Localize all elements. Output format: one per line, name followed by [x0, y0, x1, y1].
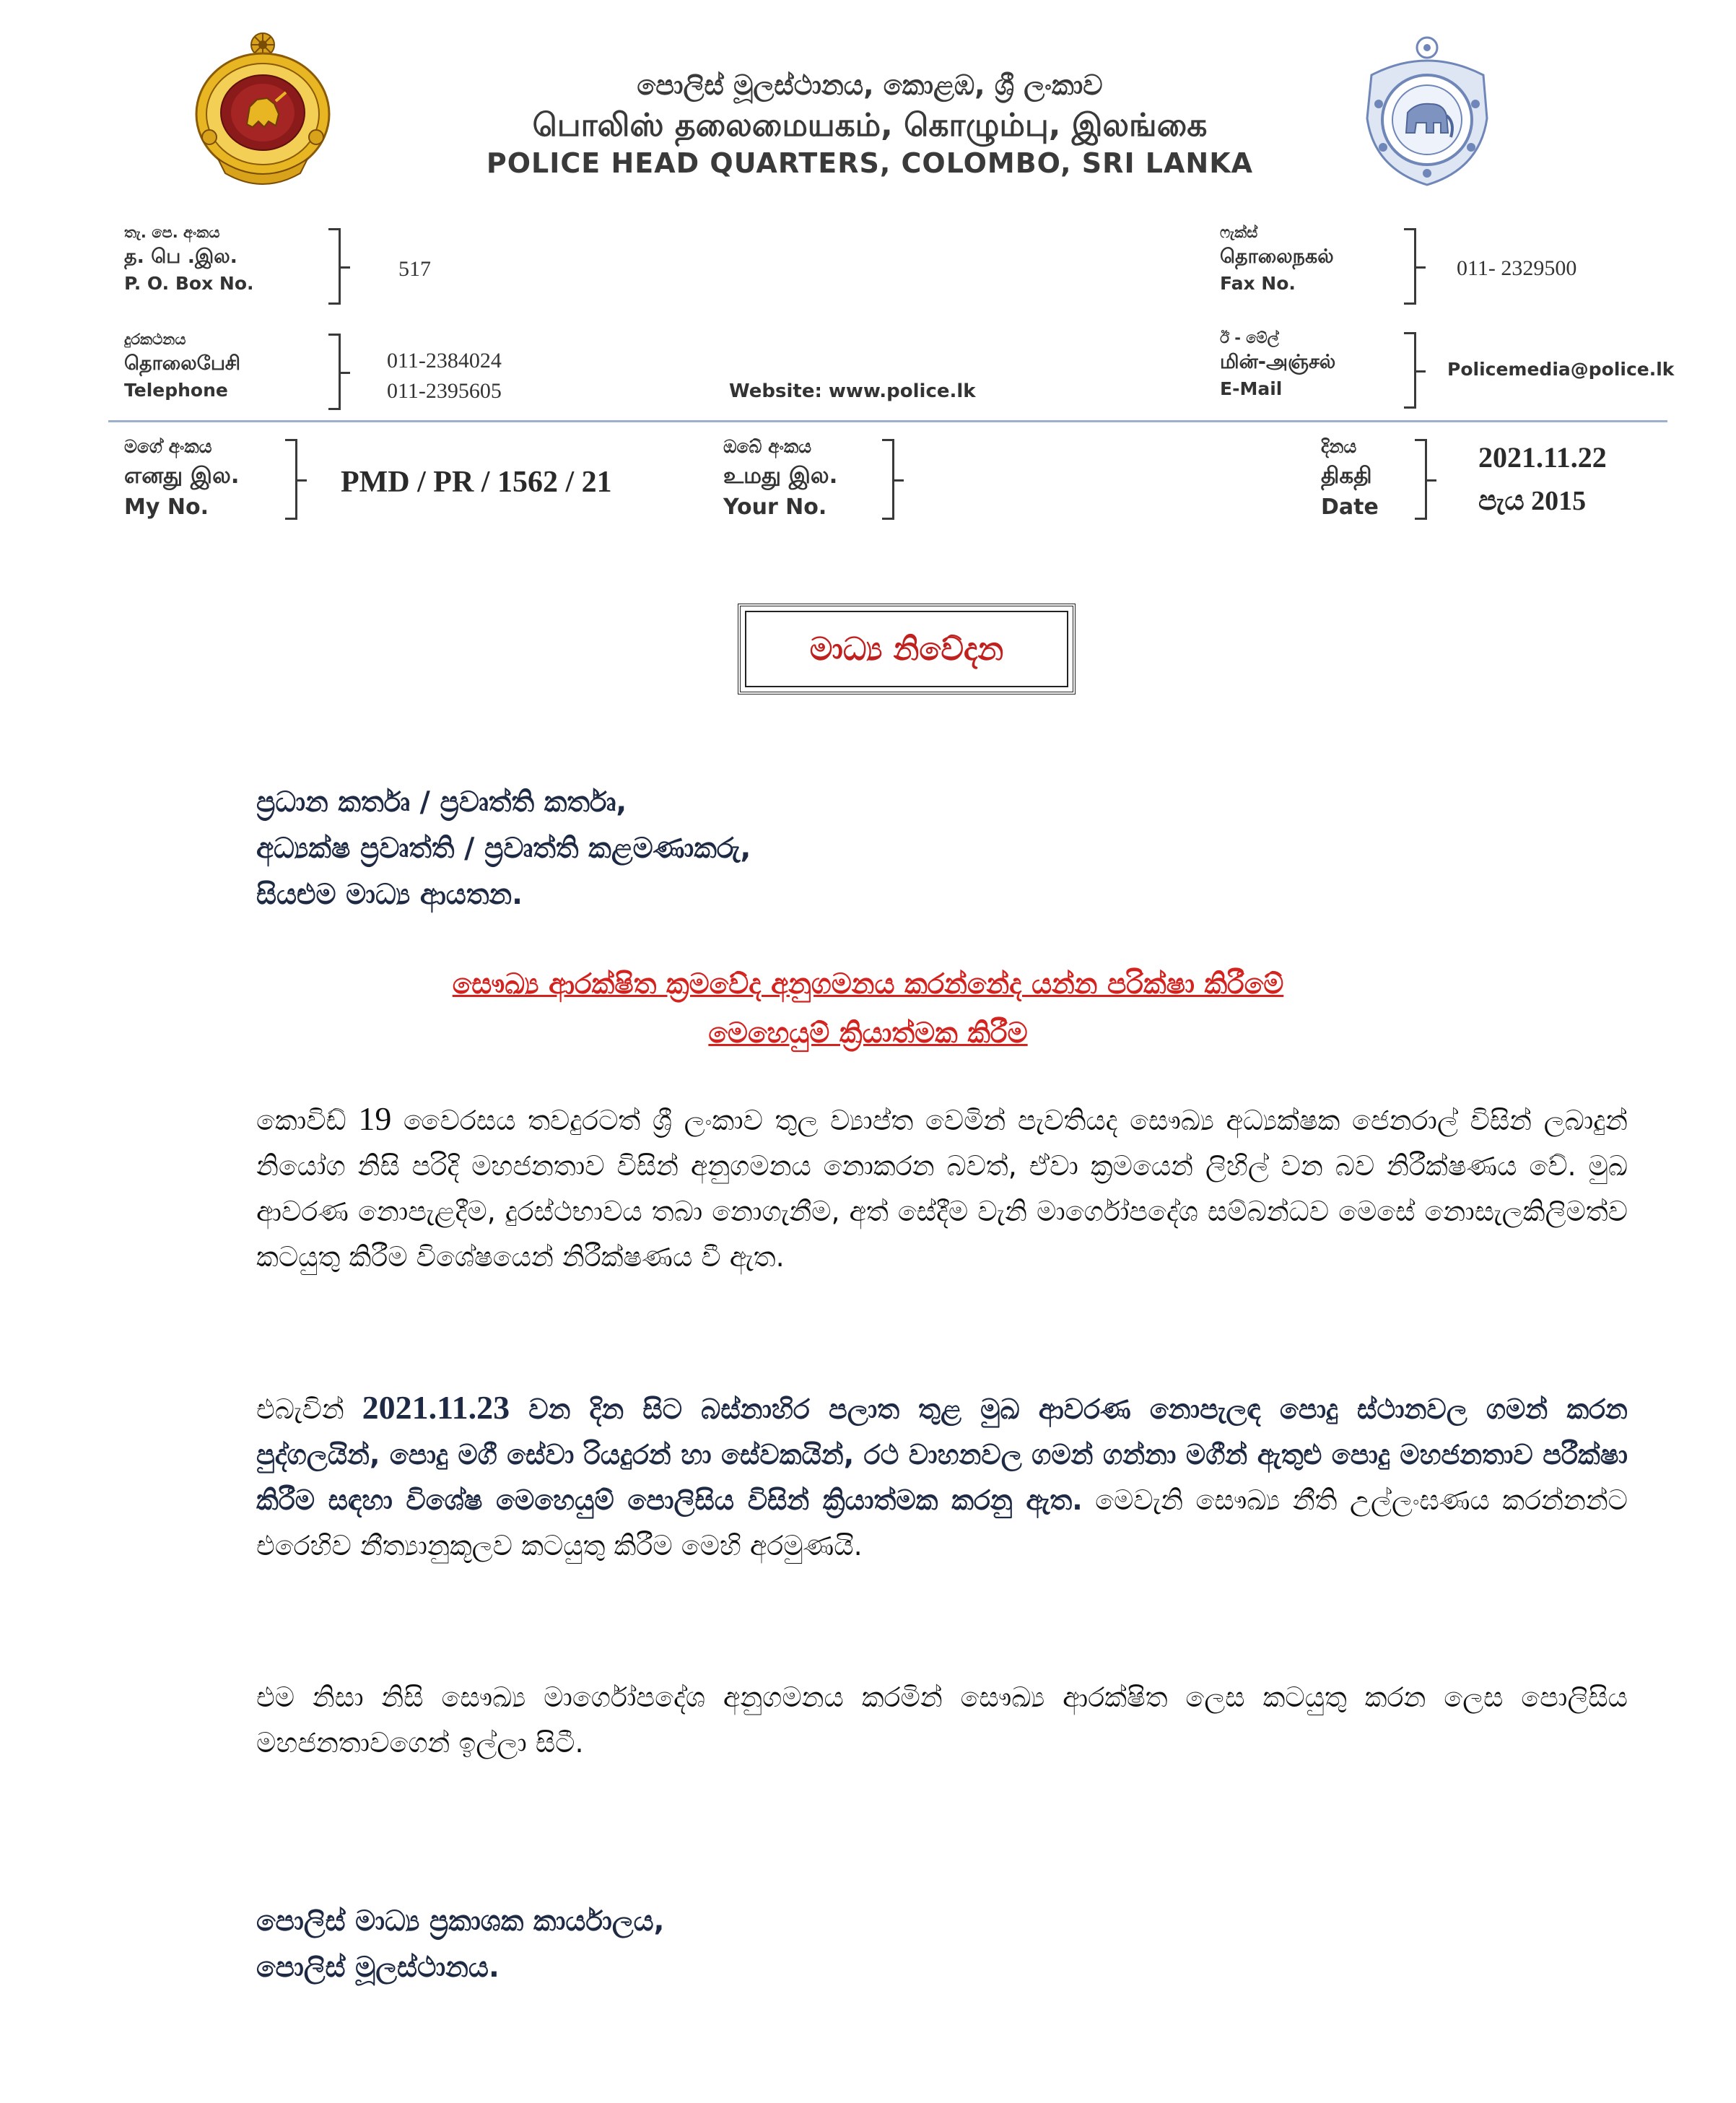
fax-bracket: [1404, 228, 1416, 305]
paragraph-2-bold-text: වන දින සිට බස්නාහිර පලාත තුළ මුඛ ආවරණ නොපැලඳ පොදු ස්ථානවල ගමන් කරන පුද්ගලයින්, පොදු මගී සේවා රියදුරන් හා සේවකයින්, රථ වාහනවල ගමන් ගන්නා මගීන් ඇතුළු පොදු මහජනතාව පරීක්ෂා කිරීම සඳහා විශේෂ මෙහෙයුම් පොලිසිය විසින් ක්‍රියාත්මක කරනු ඇත.: [256, 1393, 1628, 1516]
national-emblem-icon: [189, 29, 337, 191]
date-value: 2021.11.22: [1478, 441, 1607, 474]
paragraph-2-text-b: මෙවැනි සෞඛ්‍ය නීති උල්ලංඝණය කරන්නන්ට එරෙහිව නීත්‍යානුකූලව කටයුතු කිරීම මෙහි අරමුණයි.: [256, 1484, 1628, 1562]
email-bracket: [1404, 332, 1416, 409]
addressee-line: ප්‍රධාන කර්තෘ / ප්‍රවෘත්ති කර්තෘ,: [256, 786, 627, 819]
my-no-bracket: [285, 439, 297, 520]
media-release-title-box: [738, 604, 1076, 695]
website-text: Website: www.police.lk: [729, 380, 976, 402]
date-bracket: [1415, 439, 1427, 520]
pobox-bracket: [328, 228, 341, 305]
letterhead-title-english: POLICE HEAD QUARTERS, COLOMBO, SRI LANKA: [486, 147, 1254, 179]
paragraph-2: [256, 1385, 1628, 1569]
date-label: දිනය திகதி Date: [1321, 436, 1379, 520]
police-crest-icon: [1350, 32, 1505, 192]
signature-line-2: පොලිස් මූලස්ථානය.: [256, 1951, 500, 1984]
telephone-value-2: 011-2395605: [387, 379, 502, 403]
letterhead-title-tamil: பொலிஸ் தலைமையகம், கொழும்பு, இலங்கை: [532, 107, 1208, 144]
pobox-label: තැ. පෙ. අංකය த. பெ .இல. P. O. Box No.: [124, 224, 254, 294]
telephone-value-1: 011-2384024: [387, 349, 502, 373]
paragraph-2-text-a: එබැවින්: [256, 1393, 362, 1425]
fax-value: 011- 2329500: [1457, 256, 1577, 280]
time-value: පැය 2015: [1478, 486, 1587, 516]
my-no-label: මගේ අංකය எனது இல. My No.: [124, 436, 240, 520]
addressee-line: අධ්‍යක්ෂ ප්‍රවෘත්ති / ප්‍රවෘත්ති කළමණාකරු,: [256, 832, 751, 865]
paragraph-1-text-a: කොවිඩ්: [256, 1105, 359, 1136]
my-no-value: PMD / PR / 1562 / 21: [341, 466, 612, 499]
pobox-value: 517: [398, 257, 431, 281]
email-value: Policemedia@police.lk: [1447, 359, 1675, 380]
headline: [238, 960, 1498, 1058]
your-no-bracket: [882, 439, 894, 520]
headline-line-1: සෞඛ්‍ය ආරක්ෂිත ක්‍රමවේද අනුගමනය කරන්නේද යන්න පරික්ෂා කිරීමේ: [452, 968, 1284, 1001]
letterhead-divider: [108, 420, 1667, 422]
paragraph-2-date: 2021.11.23: [362, 1389, 510, 1426]
paragraph-1: [256, 1096, 1628, 1280]
addressee-line: සියළුම මාධ්‍ය ආයතන.: [256, 879, 523, 911]
email-label: ඊ - මේල් மின்-அஞ்சல் E-Mail: [1220, 329, 1336, 399]
headline-line-2: මෙහෙයුම් ක්‍රියාත්මක කිරීම: [708, 1017, 1028, 1050]
paragraph-1-number: 19: [358, 1100, 392, 1137]
your-no-label: ඔබේ අංකය உமது இல. Your No.: [723, 436, 838, 520]
letterhead-title-sinhala: පොලිස් මූලස්ථානය, කොළඹ, ශ්‍රී ලංකාව: [637, 69, 1103, 101]
signature-line-1: පොලිස් මාධ්‍ය ප්‍රකාශක කාර්යාලය,: [256, 1905, 665, 1938]
paragraph-3: එම නිසා නිසි සෞඛ්‍ය මාර්ගෝපදේශ අනුගමනය කරමින් සෞඛ්‍ය ආරක්ෂිත ලෙස කටයුතු කරන ලෙස පොලිසිය මහජනතාවගෙන් ඉල්ලා සිටී.: [256, 1681, 1628, 1759]
telephone-label: දුරකථනය தொலைபேசி Telephone: [124, 331, 241, 401]
paragraph-1-text-b: වෛරසය තවදුරටත් ශ්‍රී ලංකාව තුල ව්‍යාප්ත වෙමින් පැවතියද සෞඛ්‍ය අධ්‍යක්ෂක ජෙනරාල් විසින් ලබාදුන් නියෝග නිසි පරිදි මහජනතාව විසින් අනුගමනය නොකරන බවත්, ඒවා ක්‍රමයෙන් ලිහිල් වන බව නිරීක්ෂණය වේ. මුඛ ආවරණ නොපැළදීම, දුරස්ථභාවය තබා නොගැනීම, අත් සේදීම වැනි මාර්ගෝපදේශ සම්බන්ධව මෙසේ නොසැලකිලිමත්ව කටයුතු කිරීම විශේෂයෙන් නිරීක්ෂණය වී ඇත.: [256, 1105, 1628, 1273]
addressee-block: [256, 780, 751, 918]
media-release-title: මාධ්‍ය නිවේදන: [809, 630, 1004, 668]
telephone-bracket: [328, 334, 341, 410]
signature-block: [256, 1899, 664, 1991]
fax-label: ෆැක්ස් தொலைநகல் Fax No.: [1220, 224, 1334, 294]
